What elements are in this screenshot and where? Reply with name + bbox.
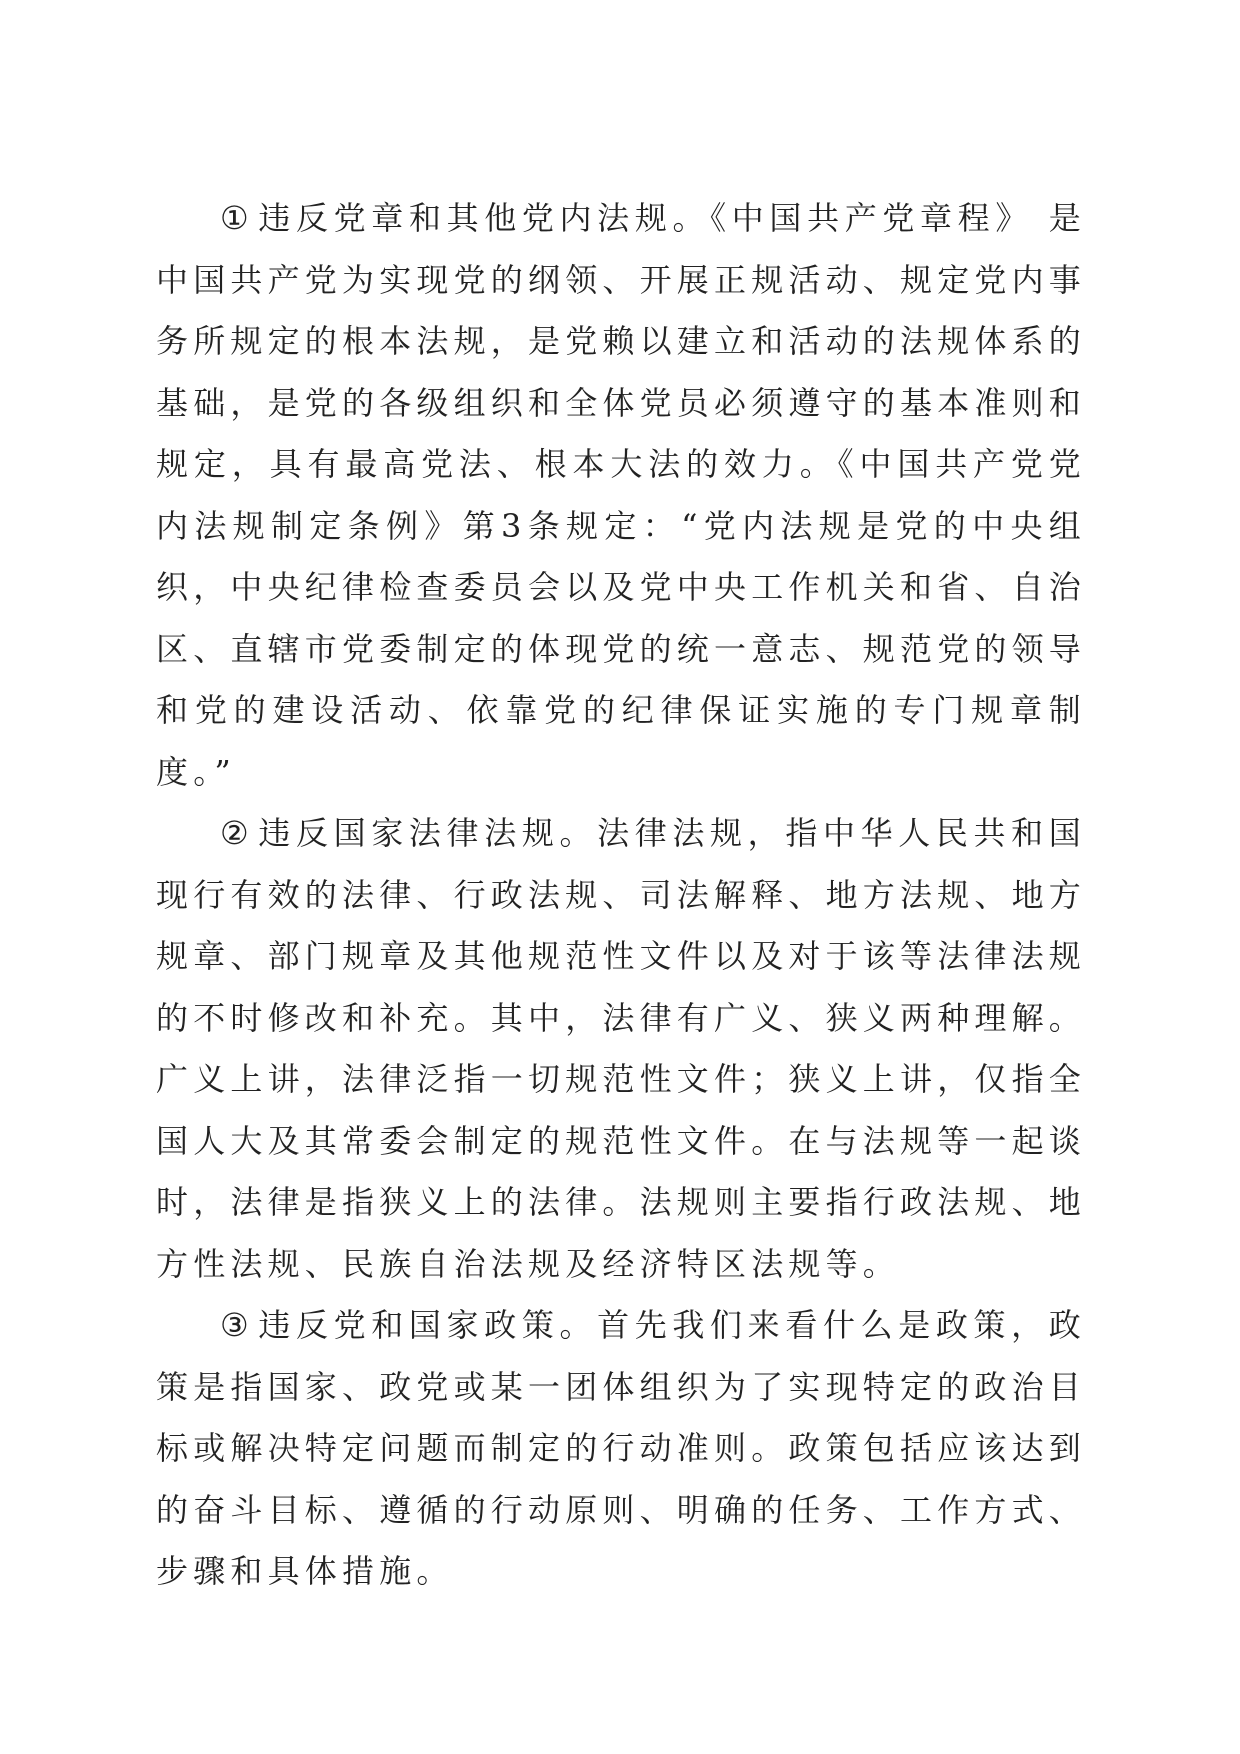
paragraph-1-marker: ①	[220, 199, 255, 237]
document-body	[156, 188, 1086, 1603]
paragraph-2-marker: ②	[220, 814, 255, 852]
paragraph-1	[156, 188, 1086, 803]
paragraph-2-text: 违反国家法律法规。法律法规，指中华人民共和国现行有效的法律、行政法规、司法解释、地方法规、地方规章、部门规章及其他规范性文件以及对于该等法律法规的不时修改和补充。其中，法律有广义、狭义两种理解。广义上讲，法律泛指一切规范性文件；狭义上讲，仅指全国人大及其常委会制定的规范性文件。在与法规等一起谈时，法律是指狭义上的法律。法规则主要指行政法规、地方性法规、民族自治法规及经济特区法规等。	[156, 814, 1087, 1283]
paragraph-3-marker: ③	[220, 1306, 255, 1344]
paragraph-3	[156, 1295, 1086, 1603]
paragraph-1-text: 违反党章和其他党内法规。《中国共产党章程》 是中国共产党为实现党的纲领、开展正规活动、规定党内事务所规定的根本法规，是党赖以建立和活动的法规体系的基础，是党的各级组织和全体党员必须遵守的基本准则和规定，具有最高党法、根本大法的效力。《中国共产党党内法规制定条例》第3条规定：“党内法规是党的中央组织，中央纪律检查委员会以及党中央工作机关和省、自治区、直辖市党委制定的体现党的统一意志、规范党的领导和党的建设活动、依靠党的纪律保证实施的专门规章制度。”	[156, 199, 1087, 791]
paragraph-3-text: 违反党和国家政策。首先我们来看什么是政策，政策是指国家、政党或某一团体组织为了实现特定的政治目标或解决特定问题而制定的行动准则。政策包括应该达到的奋斗目标、遵循的行动原则、明确的任务、工作方式、步骤和具体措施。	[156, 1306, 1087, 1590]
paragraph-2	[156, 803, 1086, 1295]
